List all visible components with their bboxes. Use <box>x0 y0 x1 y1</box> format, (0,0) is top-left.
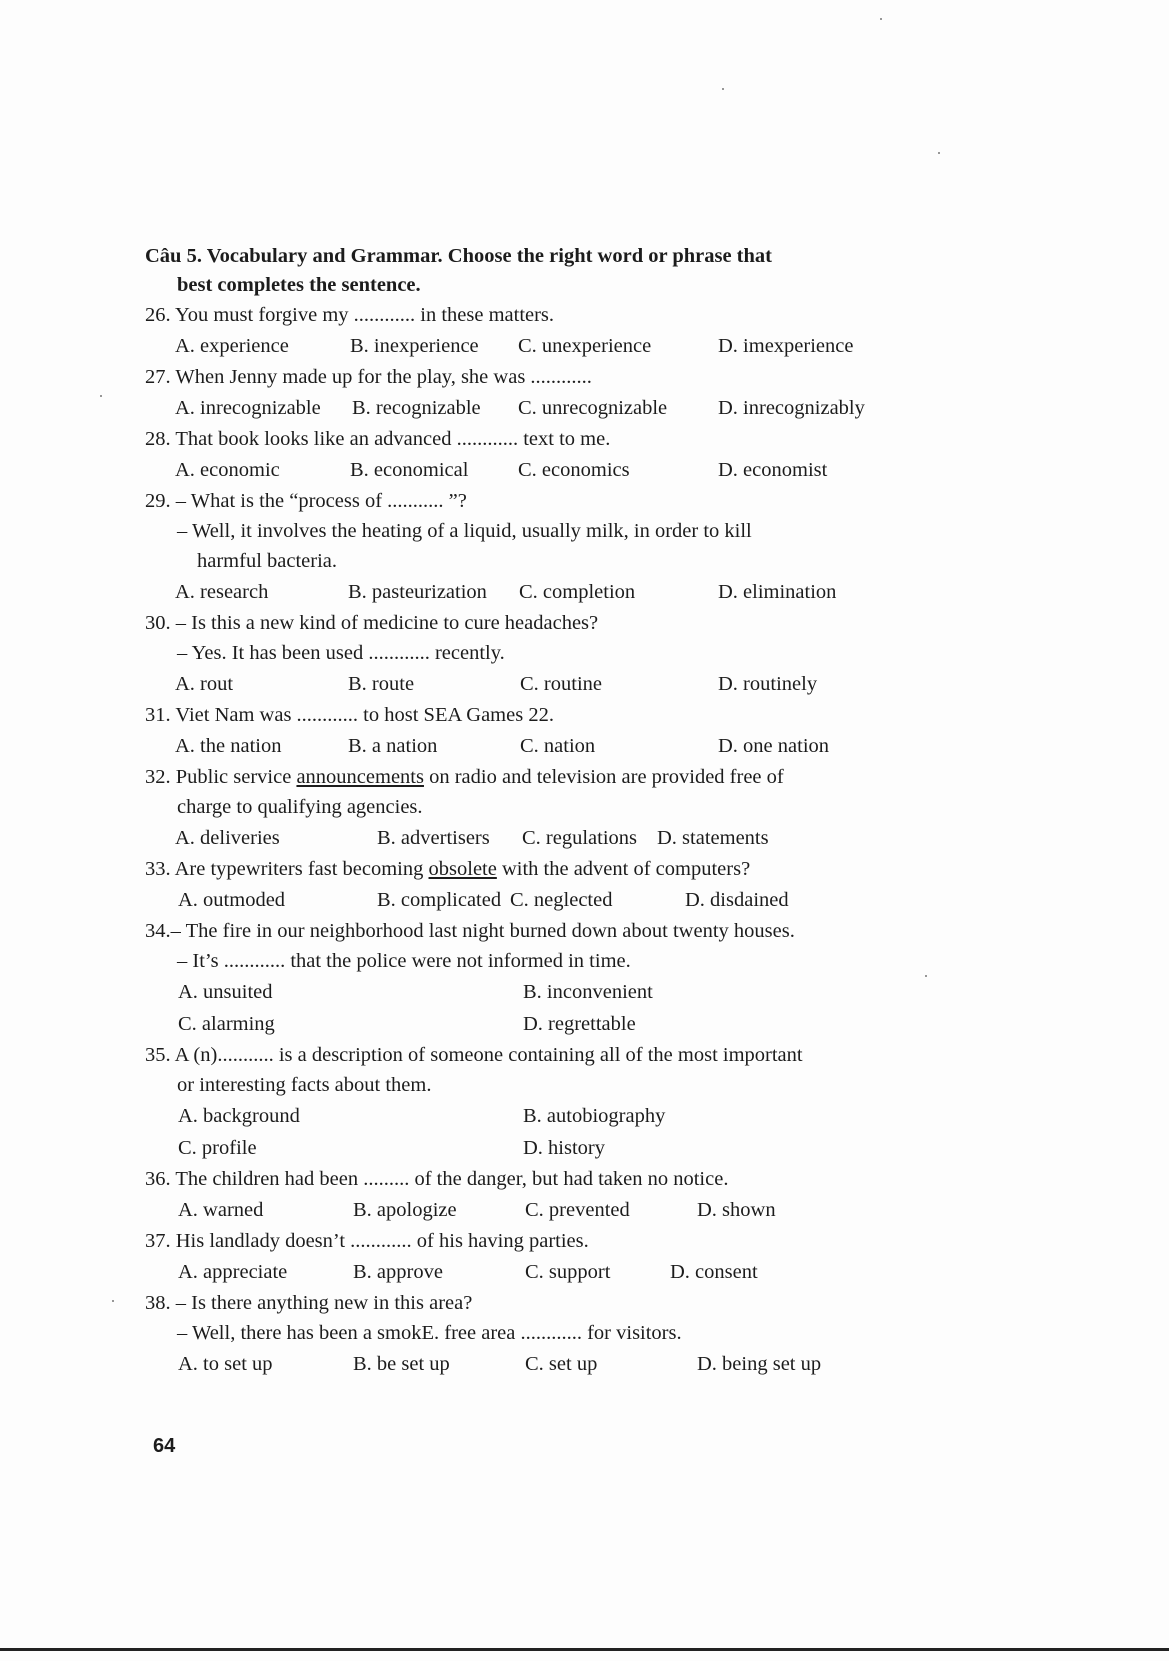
question-28: 28. That book looks like an advanced ............ text to me. <box>145 428 611 450</box>
scan-speck <box>100 395 102 397</box>
question-34: 34.– The fire in our neighborhood last night burned down about twenty houses. <box>145 920 795 942</box>
exercise-section <box>145 242 905 1380</box>
question-31: 31. Viet Nam was ............ to host SEA Games 22. <box>145 704 554 726</box>
option-b: B. inexperience <box>350 335 479 357</box>
question-29-answer-cont: harmful bacteria. <box>197 550 338 572</box>
option-c: C. alarming <box>178 1013 275 1035</box>
options-38 <box>145 1348 905 1380</box>
option-d: D. history <box>523 1137 605 1159</box>
option-b: B. economical <box>350 459 469 481</box>
underlined-word: announcements <box>296 766 424 788</box>
option-b: B. complicated <box>377 889 502 911</box>
option-c: C. support <box>525 1261 611 1283</box>
option-d: D. one nation <box>718 735 830 757</box>
question-38-answer: – Well, there has been a smokE. free area ............ for visitors. <box>177 1322 682 1344</box>
options-32 <box>145 822 905 854</box>
section-heading <box>145 242 905 300</box>
option-a: A. economic <box>175 459 280 481</box>
section-heading-line: best completes the sentence. <box>177 274 421 296</box>
option-a: A. experience <box>175 335 289 357</box>
question-37: 37. His landlady doesn’t ............ of his having parties. <box>145 1230 589 1252</box>
options-34-row1 <box>145 976 905 1008</box>
option-d: D. statements <box>657 827 769 849</box>
option-c: C. routine <box>520 673 602 695</box>
option-d: D. consent <box>670 1261 758 1283</box>
option-c: C. profile <box>178 1137 257 1159</box>
scan-speck <box>112 1300 114 1302</box>
option-d: D. inrecognizably <box>718 397 865 419</box>
option-c: C. neglected <box>510 889 613 911</box>
option-d: D. shown <box>697 1199 776 1221</box>
option-b: B. recognizable <box>352 397 481 419</box>
option-d: D. being set up <box>697 1353 822 1375</box>
option-b: B. be set up <box>353 1353 450 1375</box>
option-c: C. unrecognizable <box>518 397 668 419</box>
option-b: B. inconvenient <box>523 981 653 1003</box>
option-b: B. pasteurization <box>348 581 487 603</box>
options-35-row1 <box>145 1100 905 1132</box>
option-c: C. economics <box>518 459 630 481</box>
option-a: A. warned <box>178 1199 264 1221</box>
question-30: 30. – Is this a new kind of medicine to cure headaches? <box>145 612 599 634</box>
options-31 <box>145 730 905 762</box>
question-36: 36. The children had been ......... of the danger, but had taken no notice. <box>145 1168 729 1190</box>
option-c: C. unexperience <box>518 335 652 357</box>
option-b: B. apologize <box>353 1199 457 1221</box>
question-27: 27. When Jenny made up for the play, she was ............ <box>145 366 592 388</box>
options-30 <box>145 668 905 700</box>
option-a: A. inrecognizable <box>175 397 321 419</box>
question-35: 35. A (n)........... is a description of someone containing all of the most important <box>145 1044 803 1066</box>
option-a: A. outmoded <box>178 889 286 911</box>
options-37 <box>145 1256 905 1288</box>
option-a: A. background <box>178 1105 300 1127</box>
option-a: A. research <box>175 581 269 603</box>
question-32-cont: charge to qualifying agencies. <box>177 796 423 818</box>
question-34-answer: – It’s ............ that the police were not informed in time. <box>177 950 631 972</box>
question-38: 38. – Is there anything new in this area? <box>145 1292 473 1314</box>
options-36 <box>145 1194 905 1226</box>
option-d: D. imexperience <box>718 335 854 357</box>
options-35-row2 <box>145 1132 905 1164</box>
option-a: A. appreciate <box>178 1261 288 1283</box>
option-d: D. routinely <box>718 673 818 695</box>
option-b: B. approve <box>353 1261 443 1283</box>
option-a: A. the nation <box>175 735 282 757</box>
option-c: C. prevented <box>525 1199 630 1221</box>
options-28 <box>145 454 905 486</box>
options-34-row2 <box>145 1008 905 1040</box>
option-d: D. elimination <box>718 581 837 603</box>
question-29: 29. – What is the “process of ........... ”? <box>145 490 467 512</box>
option-d: D. disdained <box>685 889 789 911</box>
scan-speck <box>925 975 927 977</box>
question-32: 32. Public service announcements on radio and television are provided free of <box>145 766 784 788</box>
options-29 <box>145 576 905 608</box>
question-30-answer: – Yes. It has been used ............ recently. <box>177 642 505 664</box>
option-c: C. nation <box>520 735 596 757</box>
options-33 <box>145 884 905 916</box>
page-number: 64 <box>153 1435 176 1457</box>
underlined-word: obsolete <box>428 858 497 880</box>
option-a: A. unsuited <box>178 981 273 1003</box>
options-27 <box>145 392 905 424</box>
option-d: D. economist <box>718 459 828 481</box>
scan-speck <box>722 88 724 90</box>
question-29-answer: – Well, it involves the heating of a liquid, usually milk, in order to kill <box>177 520 752 542</box>
option-c: C. regulations <box>522 827 638 849</box>
option-b: B. autobiography <box>523 1105 666 1127</box>
question-33: 33. Are typewriters fast becoming obsolete with the advent of computers? <box>145 858 751 880</box>
option-b: B. advertisers <box>377 827 490 849</box>
option-c: C. set up <box>525 1353 598 1375</box>
options-26 <box>145 330 905 362</box>
question-35-cont: or interesting facts about them. <box>177 1074 432 1096</box>
option-d: D. regrettable <box>523 1013 636 1035</box>
scan-edge-line <box>0 1648 1169 1651</box>
scan-speck <box>938 152 940 154</box>
scan-speck <box>880 18 882 20</box>
option-a: A. deliveries <box>175 827 280 849</box>
option-a: A. rout <box>175 673 234 695</box>
option-b: B. route <box>348 673 415 695</box>
option-c: C. completion <box>519 581 636 603</box>
question-26: 26. You must forgive my ............ in these matters. <box>145 304 555 326</box>
section-heading-line: Câu 5. Vocabulary and Grammar. Choose the right word or phrase that <box>145 245 772 267</box>
option-a: A. to set up <box>178 1353 273 1375</box>
option-b: B. a nation <box>348 735 438 757</box>
